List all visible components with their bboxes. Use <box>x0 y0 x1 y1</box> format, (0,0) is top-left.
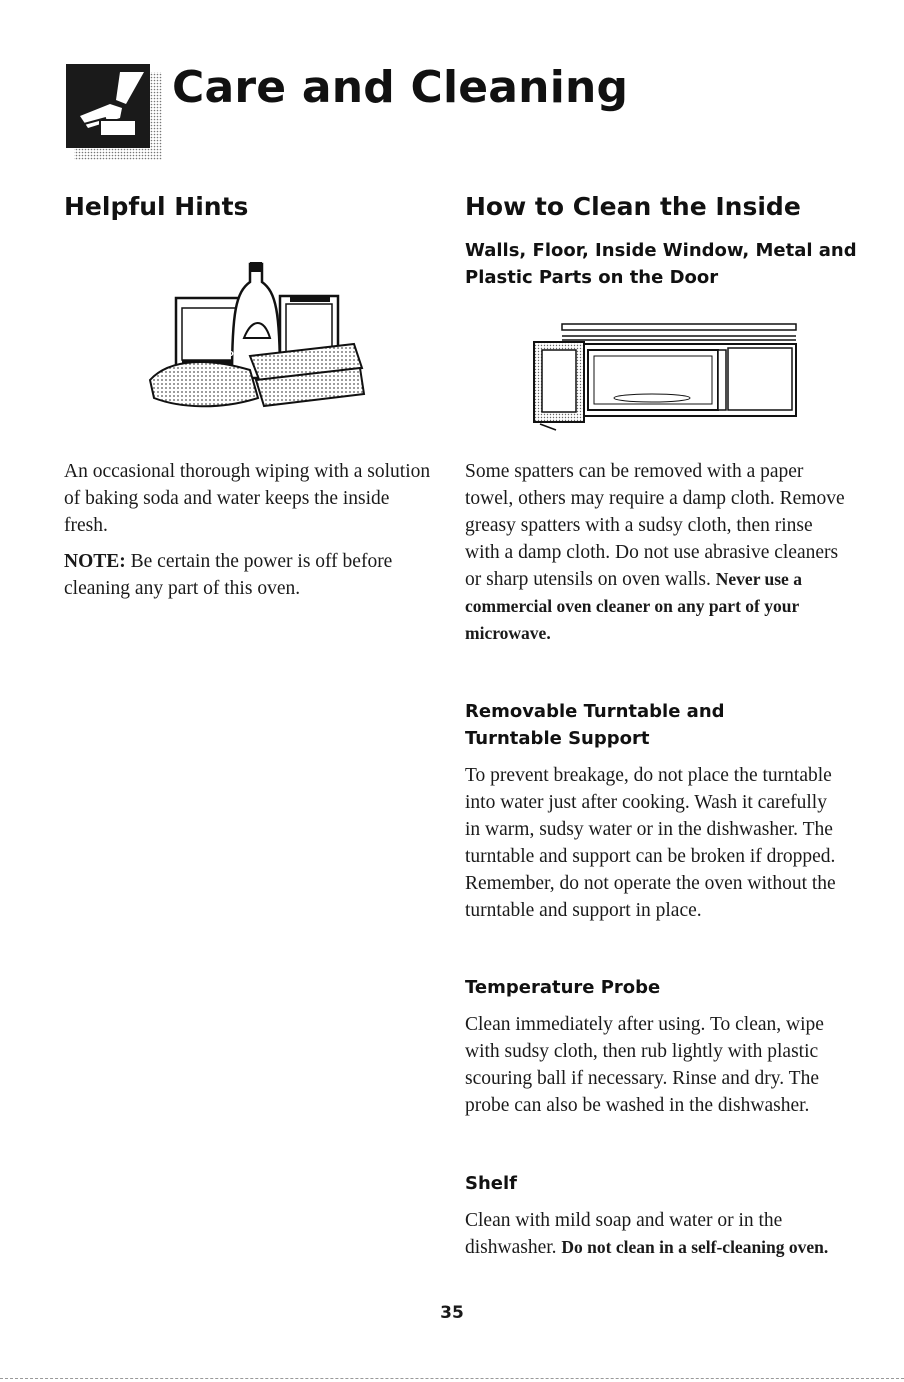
turntable-paragraph: To prevent breakage, do not place the turntable into water just after cooking. Wash it carefully in warm, sudsy water or in the dishwasher. The turntable and support can be broken if dropped. Remember, do not operate the oven without the turntable and support in place. <box>465 765 836 921</box>
shelf-warning: Do not clean in a self-cleaning oven. <box>561 1237 829 1257</box>
microwave-open-door-illustration <box>528 320 800 432</box>
page-title: Care and Cleaning <box>172 62 629 113</box>
note-text: Be certain the power is off before cleaning any part of this oven. <box>64 551 393 599</box>
walls-warning: Never use a commercial oven cleaner on any part of your microwave. <box>465 569 802 643</box>
section-heading-clean-inside: How to Clean the Inside <box>465 192 801 221</box>
subheading-temperature-probe: Temperature Probe <box>465 977 661 998</box>
helpful-hints-paragraph: An occasional thorough wiping with a solution of baking soda and water keeps the inside fresh. <box>64 461 431 536</box>
walls-cleaning-text: Some spatters can be removed with a paper towel, others may require a damp cloth. Remove greasy spatters with a sudsy cloth, then rinse with a damp cloth. Do not use abrasive cleaners or sharp utensils on oven walls. <box>465 461 845 590</box>
subheading-walls-floor: Walls, Floor, Inside Window, Metal and Plastic Parts on the Door <box>465 240 857 288</box>
walls-cleaning-paragraph <box>465 458 845 647</box>
shelf-paragraph <box>465 1207 845 1261</box>
section-heading-helpful-hints: Helpful Hints <box>64 192 249 221</box>
page-number: 35 <box>440 1303 464 1323</box>
footer-divider <box>0 1378 904 1379</box>
illustration-label: BAKING SODA <box>184 350 240 358</box>
note-label: NOTE: <box>64 551 126 572</box>
subheading-shelf: Shelf <box>465 1173 517 1194</box>
cleaning-hand-sponge-icon <box>66 64 162 160</box>
probe-paragraph: Clean immediately after using. To clean, wipe with sudsy cloth, then rub lightly with plastic scouring ball if necessary. Rinse and dry. The probe can also be washed in the dishwasher. <box>465 1014 824 1116</box>
shelf-text: Clean with mild soap and water or in the dishwasher. <box>465 1210 783 1258</box>
subheading-turntable <box>465 698 845 752</box>
subheading-turntable-line-2: Turntable Support <box>465 728 650 749</box>
note-paragraph <box>64 548 434 602</box>
subheading-turntable-line-1: Removable Turntable and <box>465 701 725 722</box>
cleaning-supplies-illustration <box>140 258 366 412</box>
